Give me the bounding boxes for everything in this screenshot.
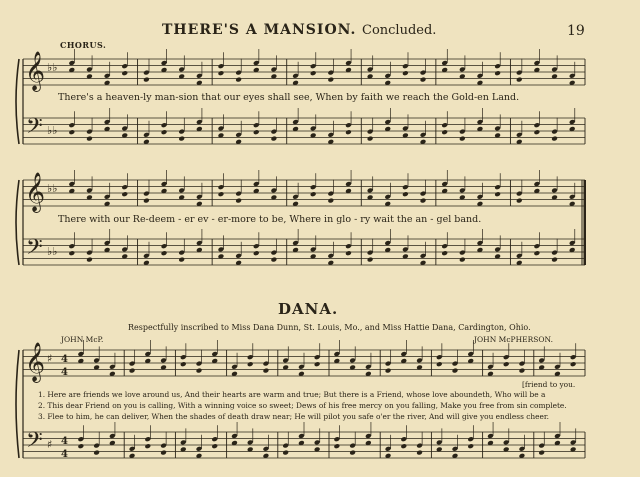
note-head [235, 77, 242, 83]
treble-clef-icon: 𝄞 [25, 51, 46, 91]
note-head [367, 257, 374, 263]
verse-3: 3. Flee to him, he can deliver, When the shades of death draw near; He will pilot you safe o'er the river, And will give you endless cheer. [38, 412, 549, 421]
bass-clef-icon: 𝄢 [26, 428, 43, 458]
note-head [78, 443, 85, 449]
note-head [161, 250, 168, 256]
hymn-title-dana: DANA. [278, 300, 339, 318]
note-head [551, 136, 558, 142]
note-head [345, 129, 352, 135]
note-head [467, 443, 474, 449]
words-credit: JOHN McP. [61, 335, 104, 344]
brace-icon [16, 180, 19, 265]
key-signature: ♯ [47, 352, 53, 365]
system-3 [16, 340, 585, 460]
note-head [93, 450, 100, 456]
song-subtitle: Concluded. [362, 23, 437, 38]
note-head [178, 257, 185, 263]
page-number: 19 [567, 23, 585, 39]
note-head [334, 443, 341, 449]
time-signature: 4 [61, 449, 68, 460]
note-head [211, 443, 218, 449]
note-head [180, 361, 187, 367]
note-head [196, 368, 203, 374]
note-head [129, 368, 136, 374]
bass-clef-icon: 𝄢 [26, 114, 43, 144]
note-head [452, 368, 459, 374]
note-head [459, 136, 466, 142]
note-head [400, 443, 407, 449]
note-head [68, 250, 75, 256]
lyric-line-2: There with our Re-deem - er ev - er-more to be, Where in glo - ry wait the an - gel band. [58, 214, 482, 225]
key-signature: ♭♭ [47, 245, 58, 258]
note-head [310, 70, 317, 76]
note-head [327, 198, 334, 204]
note-head [253, 250, 260, 256]
note-head [570, 361, 577, 367]
lyric-line-1: There's a heaven-ly man-sion that our eyes shall see, When by faith we reach the Gold-en Land. [58, 92, 520, 103]
time-signature: 4 [61, 367, 68, 378]
note-head [551, 257, 558, 263]
verse-1-tail: [friend to you. [522, 380, 576, 389]
key-signature: ♭♭ [47, 182, 58, 195]
note-head [282, 450, 289, 456]
note-head [367, 136, 374, 142]
final-barline [584, 180, 587, 265]
note-head [459, 257, 466, 263]
note-head [416, 450, 423, 456]
note-head [503, 361, 510, 367]
note-head [534, 129, 541, 135]
note-head [310, 191, 317, 197]
note-head [235, 198, 242, 204]
note-head [441, 129, 448, 135]
note-head [516, 77, 523, 83]
note-head [218, 70, 225, 76]
note-head [494, 70, 501, 76]
note-head [86, 257, 93, 263]
note-head [519, 368, 526, 374]
key-signature: ♭♭ [47, 124, 58, 137]
note-head [143, 198, 150, 204]
note-head [121, 70, 128, 76]
note-head [144, 443, 151, 449]
note-head [538, 450, 545, 456]
verse-2: 2. This dear Friend on you is calling, With a winning voice so sweet; Dews of his free mercy on you falling, Make you free from sin complete. [38, 401, 567, 410]
note-head [68, 129, 75, 135]
time-signature: 4 [61, 436, 68, 447]
note-head [271, 136, 278, 142]
brace-icon [16, 59, 19, 144]
brace-icon [16, 350, 19, 458]
note-head [516, 198, 523, 204]
note-head [143, 77, 150, 83]
key-signature: ♯ [47, 438, 53, 451]
note-head [86, 136, 93, 142]
note-head [178, 136, 185, 142]
note-head [402, 191, 409, 197]
treble-clef-icon: 𝄞 [25, 342, 46, 382]
note-head [436, 361, 443, 367]
music-credit: JOHN McPHERSON. [474, 335, 553, 344]
note-head [420, 77, 427, 83]
note-head [420, 198, 427, 204]
note-head [314, 361, 321, 367]
dedication: Respectfully inscribed to Miss Dana Dunn, St. Louis, Mo., and Miss Hattie Dana, Cardington, Ohio. [128, 323, 531, 332]
note-head [494, 191, 501, 197]
note-head [218, 191, 225, 197]
bass-clef-icon: 𝄢 [26, 235, 43, 265]
song-title: THERE'S A MANSION. [162, 22, 357, 38]
key-signature: ♭♭ [47, 61, 58, 74]
treble-clef-icon: 𝄞 [25, 172, 46, 212]
note-head [247, 361, 254, 367]
time-signature: 4 [61, 354, 68, 365]
note-head [385, 368, 392, 374]
verse-1: 1. Here are friends we love around us, And their hearts are warm and true; But there is a Friend, whose love aboundeth, Who will be a [38, 390, 546, 399]
note-head [534, 250, 541, 256]
note-head [349, 450, 356, 456]
chorus-label: CHORUS. [60, 40, 107, 50]
note-head [271, 257, 278, 263]
note-head [441, 250, 448, 256]
note-head [327, 77, 334, 83]
note-head [263, 368, 270, 374]
note-head [160, 450, 167, 456]
note-head [345, 250, 352, 256]
note-head [121, 191, 128, 197]
note-head [161, 129, 168, 135]
note-head [253, 129, 260, 135]
note-head [402, 70, 409, 76]
